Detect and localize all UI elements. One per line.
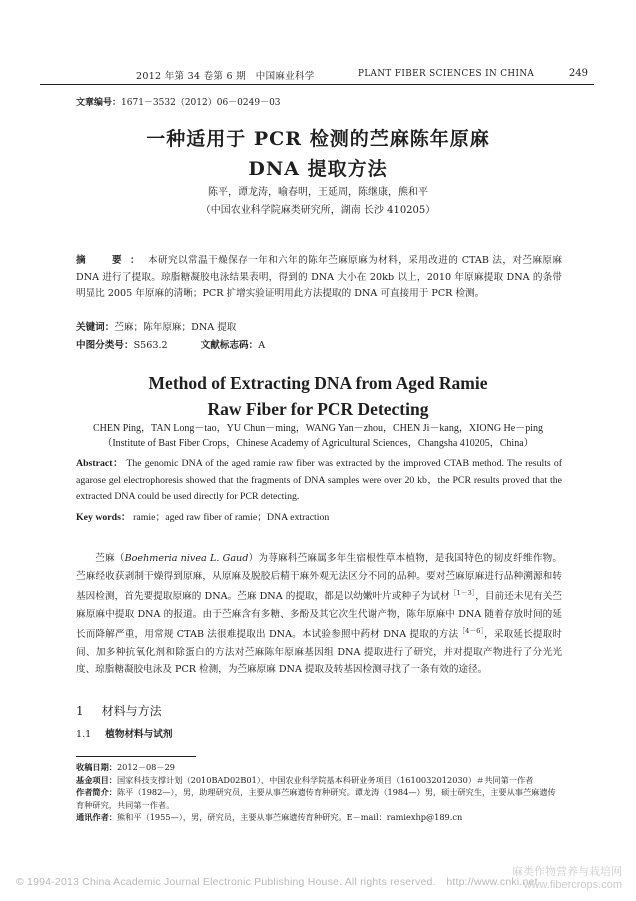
- footnote-label: 通讯作者：: [76, 812, 117, 822]
- intro-part3: ，目前还未见有关苎麻原麻中提取 DNA 的报道。由于苎麻含有多糖、多酚及其它次生代谢产物，陈年原麻中 DNA 随着存放时间的延长而降解严重，用常规 CTAB 法很难提取出 DNA。本试验参照中药材 DNA 提取的方法: [76, 591, 562, 641]
- doc-code-value: A: [258, 340, 266, 351]
- abstract-cn: [76, 253, 562, 303]
- title-cn-line1: 一种适用于 PCR 检测的苎麻陈年原麻: [146, 128, 490, 150]
- abstract-en-label: Abstract：: [76, 458, 124, 469]
- section-1-number: 1: [76, 704, 84, 718]
- clc-value: S563.2: [133, 340, 168, 351]
- section-heading-1-1: [76, 726, 172, 740]
- footnote-text: 国家科技支撑计划（2010BAD02B01）、中国农业科学院基本科研业务项目（1610032012030）＃共同第一作者: [116, 774, 534, 785]
- species-name: Boehmeria nivea L. Gaud: [124, 553, 249, 564]
- classification-cn: [76, 337, 265, 351]
- keywords-cn: [76, 319, 236, 333]
- section-1-1-number: 1.1: [76, 729, 92, 740]
- page-number: 249: [568, 68, 588, 79]
- keywords-en-label: Key words：: [76, 512, 131, 523]
- footnote-text: 熊和平（1955—），男，研究员，主要从事苎麻遗传育种研究。E－mail：ramiexhp@189.cn: [116, 812, 463, 822]
- watermark-url: www.fibercrops.com: [523, 879, 622, 891]
- title-cn-line2: DNA 提取方法: [248, 158, 388, 180]
- authors-en-block: [60, 421, 576, 451]
- keywords-en: [76, 509, 329, 523]
- footnote-text: 陈平（1982—），男，助理研究员，主要从事苎麻遗传育种研究。谭龙涛（1984—）男，硕士研究生，主要从事苎麻遗传育种研究，共同第一作者。: [76, 787, 556, 810]
- article-number: [76, 95, 281, 108]
- footnotes: [76, 761, 562, 824]
- intro-part4: ，采取延长提取时间、加多种抗氧化剂和除蛋白的方法对苎麻陈年原麻基因组 DNA 提取进行了研究，并对提取产物进行了分光光度、琼脂糖凝胶电泳及 PCR 检测，为苎麻原麻 DNA 提取及转基因检测寻找了一条有效的途径。: [76, 629, 562, 676]
- footnote-label: 作者简介：: [76, 787, 117, 797]
- footnote-corresponding: [76, 811, 562, 824]
- abstract-en-text: The genomic DNA of the aged ramie raw fiber was extracted by the improved CTAB method. The results of agarose gel electrophoresis showed that the fragments of DNA samples were over 20 kb，the PCR results proved that the extracted DNA could be used directly for PCR detecting.: [76, 458, 562, 502]
- title-en-line1: Method of Extracting DNA from Aged Ramie: [148, 373, 488, 393]
- abstract-en: [76, 456, 562, 506]
- authors-cn: 陈平，谭龙涛，喻春明，王延周，陈继康，熊和平: [208, 187, 428, 198]
- footnote-label: 收稿日期：: [76, 762, 117, 772]
- running-header: [40, 66, 594, 84]
- article-number-value: 1671－3532（2012）06－0249－03: [121, 98, 281, 108]
- header-rule: [40, 84, 594, 85]
- footnote-label: 基金项目：: [76, 774, 117, 785]
- watermark-cn: 麻类作物营养与栽培网: [512, 866, 622, 878]
- keywords-cn-text: 苎麻；陈年原麻；DNA 提取: [114, 322, 237, 333]
- abstract-cn-text: 本研究以常温干燥保存一年和六年的陈年苎麻原麻为材料，采用改进的 CTAB 法，对苎麻原麻 DNA 进行了提取。琼脂糖凝胶电泳结果表明，得到的 DNA 大小在 20kb 以上，2010 年原麻提取 DNA 的条带明显比 2005 年原麻的清晰；PCR 扩增实验证明用此方法提取的 DNA 可直接用于 PCR 检测。: [76, 255, 562, 299]
- doc-code-label: 文献标志码：: [200, 340, 259, 351]
- footnote-rule: [76, 756, 196, 757]
- section-1-1-title: 植物材料与试剂: [105, 729, 173, 740]
- footnote-text: 2012－08－29: [116, 762, 176, 772]
- intro-part1: 苎麻（: [95, 553, 125, 564]
- clc-label: 中图分类号：: [76, 340, 134, 351]
- footnote-author-bio: [76, 786, 562, 811]
- journal-name-en: PLANT FIBER SCIENCES IN CHINA: [358, 69, 535, 79]
- footnote-received: [76, 761, 562, 774]
- abstract-cn-label: 摘 要：: [76, 255, 149, 266]
- copyright-line: © 1994-2013 China Academic Journal Electronic Publishing House. All rights reserved. http://www.cnki.net: [16, 876, 538, 888]
- title-cn: [60, 124, 576, 184]
- issue-info: 2012 年第 34 卷第 6 期 中国麻业科学: [136, 71, 315, 82]
- keywords-en-text: ramie；aged raw fiber of ramie；DNA extraction: [133, 512, 330, 523]
- authors-en: CHEN Ping，TAN Long－tao，YU Chun－ming，WANG Yan－zhou，CHEN Ji－kang，XIONG He－ping: [92, 423, 543, 434]
- article-number-label: 文章编号：: [76, 98, 122, 108]
- section-heading-1: [76, 702, 162, 719]
- site-watermark: [512, 866, 622, 892]
- intro-part2: ）为荨麻科苎麻属多年生宿根性草本植物，是我国特色的韧皮纤维作物。苎麻经收获剥制干燥得到原麻，从原麻及脱胶后精干麻外观无法区分不同的品种。要对苎麻原麻进行品种溯源和转基因检测，首先要提取原麻的 DNA。苎麻 DNA 的提取，都是以幼嫩叶片或种子为试材: [76, 553, 563, 603]
- affiliation-en: （Institute of Bast Fiber Crops，Chinese Academy of Agricultural Sciences，Changsha 410205，China）: [102, 438, 534, 449]
- title-en-line2: Raw Fiber for PCR Detecting: [207, 399, 429, 419]
- footnote-funding: [76, 774, 562, 787]
- intro-paragraph: [76, 550, 562, 679]
- citation-1: ［1－3］: [449, 589, 476, 597]
- title-en: [40, 370, 596, 422]
- section-1-title: 材料与方法: [101, 704, 162, 718]
- keywords-cn-label: 关键词：: [76, 322, 115, 333]
- affiliation-cn: （中国农业科学院麻类研究所，湖南 长沙 410205）: [200, 205, 436, 216]
- citation-2: ［4－6］: [458, 627, 485, 636]
